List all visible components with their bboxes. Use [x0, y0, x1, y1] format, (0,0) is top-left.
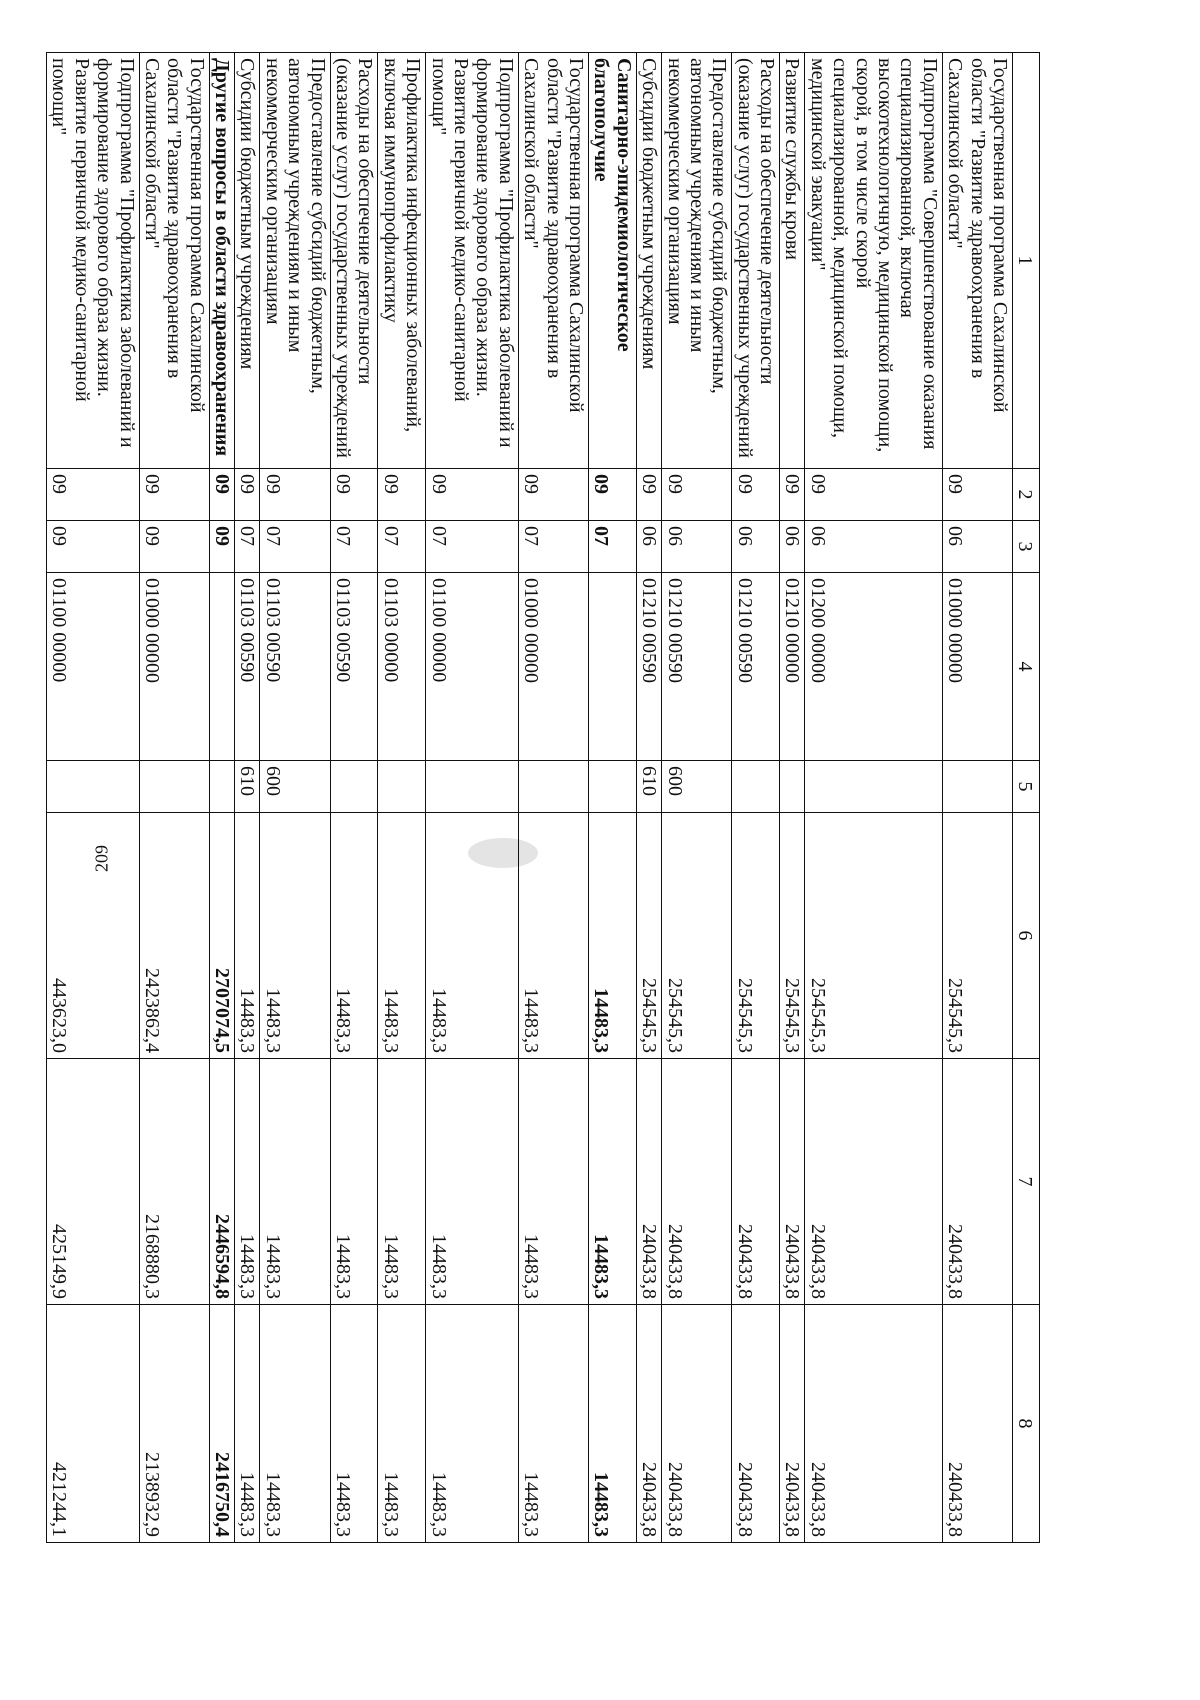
subsection-code: 07	[518, 521, 588, 573]
section-code: 09	[662, 469, 732, 521]
target-article-code: 01103 00590	[235, 573, 260, 761]
section-code: 09	[330, 469, 378, 521]
section-code: 09	[732, 469, 780, 521]
section-code: 09	[260, 469, 330, 521]
row-description: Подпрограмма "Профилактика заболеваний и формирование здорового образа жизни. Развитие первичной медико-санитарной помощи"	[46, 53, 139, 469]
amount-col-6: 14483,3	[518, 813, 588, 1059]
subsection-code: 07	[235, 521, 260, 573]
expense-type-code	[805, 761, 942, 813]
column-header: 7	[1013, 1059, 1040, 1305]
amount-col-8: 240433,8	[942, 1305, 1012, 1543]
amount-col-6: 14483,3	[378, 813, 426, 1059]
row-description: Государственная программа Сахалинской области "Развитие здравоохранения в Сахалинской области"	[139, 53, 209, 469]
section-code: 09	[780, 469, 805, 521]
table-row	[662, 53, 732, 1543]
amount-col-8: 421244,1	[46, 1305, 139, 1543]
subsection-code: 07	[426, 521, 519, 573]
expense-type-code	[330, 761, 378, 813]
table-row	[378, 53, 426, 1543]
expense-type-code	[426, 761, 519, 813]
expense-type-code: 600	[662, 761, 732, 813]
row-description: Развитие службы крови	[780, 53, 805, 469]
expense-type-code	[780, 761, 805, 813]
amount-col-7: 14483,3	[378, 1059, 426, 1305]
row-description: Субсидии бюджетным учреждениям	[636, 53, 661, 469]
subsection-code: 09	[209, 521, 234, 573]
amount-col-8: 14483,3	[235, 1305, 260, 1543]
amount-col-6: 254545,3	[942, 813, 1012, 1059]
amount-col-6: 2423862,4	[139, 813, 209, 1059]
amount-col-8: 14483,3	[378, 1305, 426, 1543]
subsection-code: 06	[662, 521, 732, 573]
target-article-code: 01000 00000	[942, 573, 1012, 761]
amount-col-6: 14483,3	[588, 813, 636, 1059]
subsection-code: 06	[780, 521, 805, 573]
table-row	[518, 53, 588, 1543]
amount-col-8: 2416750,4	[209, 1305, 234, 1543]
expense-type-code	[139, 761, 209, 813]
amount-col-8: 14483,3	[426, 1305, 519, 1543]
section-code: 09	[805, 469, 942, 521]
target-article-code: 01100 00000	[46, 573, 139, 761]
row-description: Предоставление субсидий бюджетным, автономным учреждениям и иным некоммерческим организациям	[260, 53, 330, 469]
amount-col-7: 14483,3	[235, 1059, 260, 1305]
amount-col-8: 2138932,9	[139, 1305, 209, 1543]
table-row	[46, 53, 139, 1543]
subsection-code: 09	[46, 521, 139, 573]
row-description: Профилактика инфекционных заболеваний, включая иммунопрофилактику	[378, 53, 426, 469]
amount-col-8: 240433,8	[662, 1305, 732, 1543]
section-code: 09	[209, 469, 234, 521]
amount-col-7: 240433,8	[662, 1059, 732, 1305]
section-code: 09	[426, 469, 519, 521]
amount-col-6: 2707074,5	[209, 813, 234, 1059]
expense-type-code: 610	[636, 761, 661, 813]
header-row	[1013, 53, 1040, 1543]
expense-type-code	[378, 761, 426, 813]
amount-col-7: 14483,3	[426, 1059, 519, 1305]
amount-col-7: 2446594,8	[209, 1059, 234, 1305]
column-header: 8	[1013, 1305, 1040, 1543]
target-article-code: 01100 00000	[426, 573, 519, 761]
row-description: Предоставление субсидий бюджетным, автономным учреждениям и иным некоммерческим организациям	[662, 53, 732, 469]
amount-col-7: 14483,3	[588, 1059, 636, 1305]
expense-type-code	[209, 761, 234, 813]
expense-type-code	[942, 761, 1012, 813]
row-description: Подпрограмма "Профилактика заболеваний и формирование здорового образа жизни. Развитие первичной медико-санитарной помощи"	[426, 53, 519, 469]
target-article-code: 01210 00590	[662, 573, 732, 761]
subsection-code: 06	[636, 521, 661, 573]
table-row	[235, 53, 260, 1543]
amount-col-8: 240433,8	[805, 1305, 942, 1543]
row-description: Другие вопросы в области здравоохранения	[209, 53, 234, 469]
target-article-code: 01103 00590	[260, 573, 330, 761]
target-article-code: 01200 00000	[805, 573, 942, 761]
amount-col-6: 254545,3	[805, 813, 942, 1059]
amount-col-7: 425149,9	[46, 1059, 139, 1305]
row-description: Государственная программа Сахалинской области "Развитие здравоохранения в Сахалинской области"	[942, 53, 1012, 469]
amount-col-8: 240433,8	[780, 1305, 805, 1543]
amount-col-7: 14483,3	[330, 1059, 378, 1305]
amount-col-6: 14483,3	[330, 813, 378, 1059]
subsection-code: 06	[942, 521, 1012, 573]
table-row	[260, 53, 330, 1543]
target-article-code: 01210 00590	[636, 573, 661, 761]
target-article-code: 01103 00590	[330, 573, 378, 761]
amount-col-6: 14483,3	[426, 813, 519, 1059]
expense-type-code: 610	[235, 761, 260, 813]
section-code: 09	[588, 469, 636, 521]
section-code: 09	[518, 469, 588, 521]
row-description: Субсидии бюджетным учреждениям	[235, 53, 260, 469]
expense-type-code	[732, 761, 780, 813]
target-article-code: 01210 00590	[732, 573, 780, 761]
amount-col-8: 14483,3	[330, 1305, 378, 1543]
amount-col-8: 14483,3	[518, 1305, 588, 1543]
amount-col-6: 14483,3	[260, 813, 330, 1059]
target-article-code: 01103 00000	[378, 573, 426, 761]
expense-type-code	[46, 761, 139, 813]
subsection-code: 09	[139, 521, 209, 573]
amount-col-6: 14483,3	[235, 813, 260, 1059]
table-row	[330, 53, 378, 1543]
amount-col-7: 240433,8	[805, 1059, 942, 1305]
column-header: 3	[1013, 521, 1040, 573]
amount-col-6: 254545,3	[732, 813, 780, 1059]
section-code: 09	[636, 469, 661, 521]
column-header: 2	[1013, 469, 1040, 521]
table-row	[732, 53, 780, 1543]
budget-table	[46, 52, 1040, 1543]
row-description: Расходы на обеспечение деятельности (оказание услуг) государственных учреждений	[330, 53, 378, 469]
section-code: 09	[139, 469, 209, 521]
table-row	[426, 53, 519, 1543]
amount-col-7: 240433,8	[732, 1059, 780, 1305]
expense-type-code	[518, 761, 588, 813]
table-row	[805, 53, 942, 1543]
table-row	[209, 53, 234, 1543]
column-header: 4	[1013, 573, 1040, 761]
amount-col-7: 240433,8	[780, 1059, 805, 1305]
section-code: 09	[942, 469, 1012, 521]
amount-col-6: 254545,3	[662, 813, 732, 1059]
amount-col-7: 14483,3	[260, 1059, 330, 1305]
amount-col-8: 240433,8	[636, 1305, 661, 1543]
target-article-code: 01000 00000	[518, 573, 588, 761]
column-header: 1	[1013, 53, 1040, 469]
section-code: 09	[46, 469, 139, 521]
subsection-code: 06	[805, 521, 942, 573]
amount-col-7: 240433,8	[636, 1059, 661, 1305]
target-article-code	[209, 573, 234, 761]
section-code: 09	[235, 469, 260, 521]
target-article-code: 01210 00000	[780, 573, 805, 761]
subsection-code: 07	[330, 521, 378, 573]
amount-col-8: 14483,3	[260, 1305, 330, 1543]
target-article-code	[588, 573, 636, 761]
section-code: 09	[378, 469, 426, 521]
subsection-code: 07	[260, 521, 330, 573]
expense-type-code	[588, 761, 636, 813]
subsection-code: 06	[732, 521, 780, 573]
amount-col-8: 240433,8	[732, 1305, 780, 1543]
table-row	[588, 53, 636, 1543]
amount-col-8: 14483,3	[588, 1305, 636, 1543]
amount-col-6: 443623,0	[46, 813, 139, 1059]
amount-col-7: 240433,8	[942, 1059, 1012, 1305]
subsection-code: 07	[378, 521, 426, 573]
row-description: Подпрограмма "Совершенствование оказания специализированной, включая высокотехнологичную, медицинской помощи, скорой, в том числе скорой специализированной, медицинской помощи, медицинской эвакуации"	[805, 53, 942, 469]
row-description: Санитарно-эпидемиологическое благополучие	[588, 53, 636, 469]
amount-col-6: 254545,3	[636, 813, 661, 1059]
subsection-code: 07	[588, 521, 636, 573]
target-article-code: 01000 00000	[139, 573, 209, 761]
table-row	[780, 53, 805, 1543]
amount-col-7: 2168880,3	[139, 1059, 209, 1305]
column-header: 5	[1013, 761, 1040, 813]
column-header: 6	[1013, 813, 1040, 1059]
page-number: 209	[91, 845, 112, 872]
row-description: Расходы на обеспечение деятельности (оказание услуг) государственных учреждений	[732, 53, 780, 469]
table-row	[139, 53, 209, 1543]
amount-col-7: 14483,3	[518, 1059, 588, 1305]
amount-col-6: 254545,3	[780, 813, 805, 1059]
table-row	[636, 53, 661, 1543]
table-row	[942, 53, 1012, 1543]
row-description: Государственная программа Сахалинской области "Развитие здравоохранения в Сахалинской области"	[518, 53, 588, 469]
expense-type-code: 600	[260, 761, 330, 813]
